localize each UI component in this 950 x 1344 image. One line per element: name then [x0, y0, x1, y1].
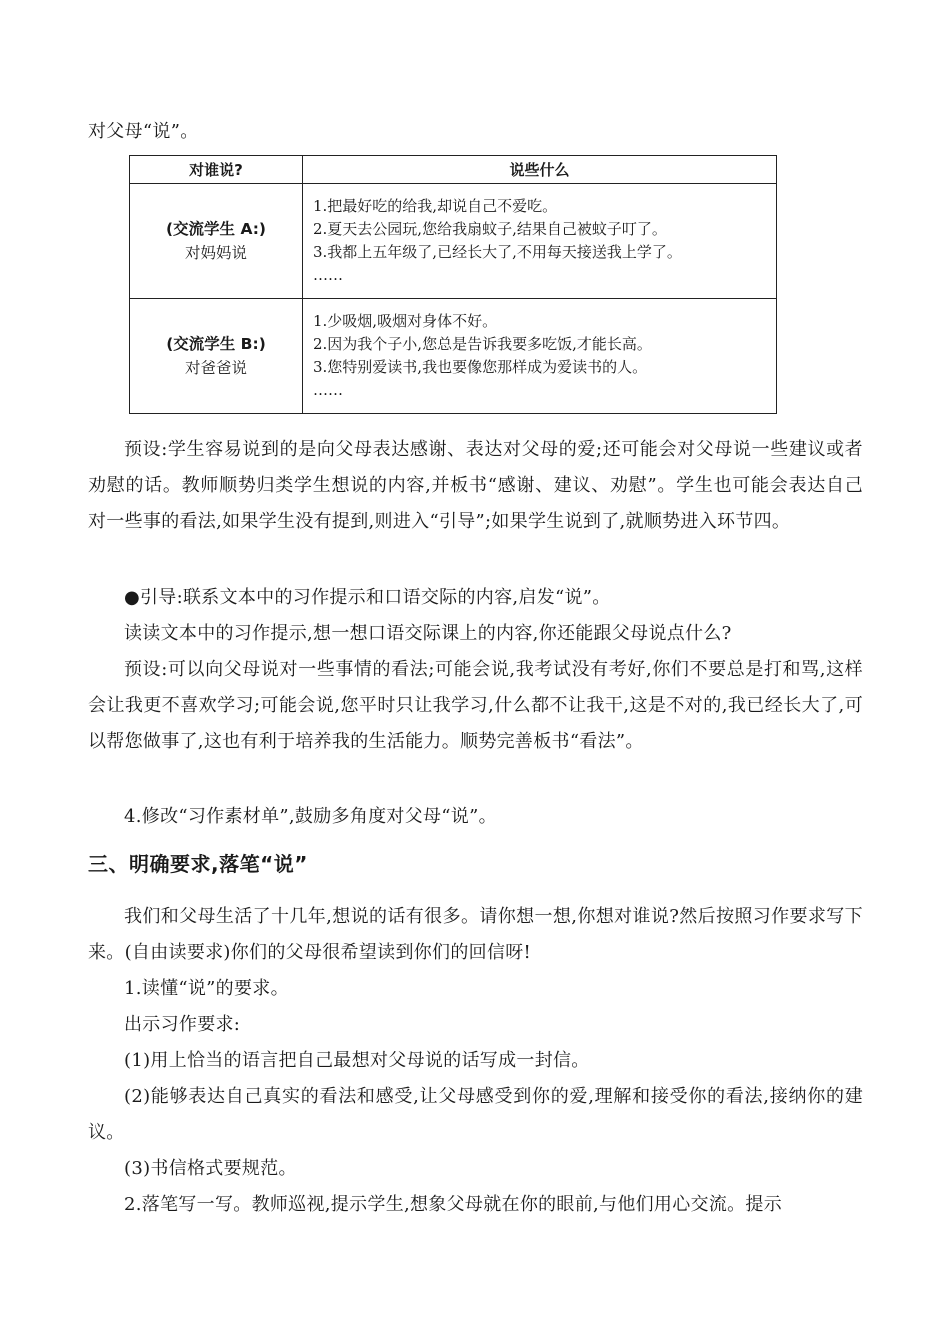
intro-line: 对父母“说”。 [88, 121, 199, 142]
requirements-label: 出示习作要求: [124, 1014, 241, 1035]
table-header-row [130, 156, 777, 184]
step-2-paragraph: 2.落笔写一写。教师巡视,提示学生,想象父母就在你的眼前,与他们用心交流。提示 [124, 1194, 783, 1215]
list-item: 3.您特别爱读书,我也要像您那样成为爱读书的人。 [313, 358, 648, 376]
step-1-paragraph: 1.读懂“说”的要求。 [124, 978, 289, 999]
table-row [130, 299, 777, 414]
preset-paragraph-1: 预设:学生容易说到的是向父母表达感谢、表达对父母的爱;还可能会对父母说一些建议或者劝慰的话。教师顺势归类学生想说的内容,并板书“感谢、建议、劝慰”。学生也可能会表达自己对一些事的看法,如果学生没有提到,则进入“引导”;如果学生说到了,就顺势进入环节四。 [88, 439, 863, 532]
section-heading: 三、明确要求,落笔“说” [88, 852, 308, 876]
student-label: (交流学生 B:) [166, 335, 266, 353]
list-item: 2.夏天去公园玩,您给我扇蚊子,结果自己被蚊子叮了。 [313, 220, 667, 238]
table-row [130, 184, 777, 299]
who-cell [130, 299, 303, 414]
student-label: (交流学生 A:) [165, 220, 267, 238]
header-what-to-say: 说些什么 [303, 156, 777, 184]
step-4-paragraph: 4.修改“习作素材单”,鼓励多角度对父母“说”。 [124, 806, 497, 827]
content-cell [303, 299, 777, 414]
list-item: 1.把最好吃的给我,却说自己不爱吃。 [313, 197, 558, 215]
preset-paragraph-2: 预设:可以向父母说对一些事情的看法;可能会说,我考试没有考好,你们不要总是打和骂,这样会让我更不喜欢学习;可能会说,您平时只让我学习,什么都不让我干,这是不对的,我已经长大了,可以帮您做事了,这也有利于培养我的生活能力。顺势完善板书“看法”。 [88, 659, 863, 752]
guide-paragraph: ●引导:联系文本中的习作提示和口语交际的内容,启发“说”。 [124, 587, 611, 608]
requirement-2: (2)能够表达自己真实的看法和感受,让父母感受到你的爱,理解和接受你的看法,接纳你的建议。 [88, 1086, 863, 1143]
section-intro-paragraph: 我们和父母生活了十几年,想说的话有很多。请你想一想,你想对谁说?然后按照习作要求写下来。(自由读要求)你们的父母很希望读到你们的回信呀! [88, 906, 863, 963]
content-cell [303, 184, 777, 299]
target-label: 对妈妈说 [184, 244, 247, 262]
who-cell [130, 184, 303, 299]
talk-table [129, 155, 777, 414]
requirement-1: (1)用上恰当的语言把自己最想对父母说的话写成一封信。 [124, 1050, 590, 1071]
requirement-3: (3)书信格式要规范。 [124, 1158, 297, 1179]
list-item: …… [313, 381, 343, 399]
list-item: …… [313, 266, 343, 284]
list-item: 3.我都上五年级了,已经长大了,不用每天接送我上学了。 [313, 243, 682, 261]
target-label: 对爸爸说 [184, 359, 247, 377]
list-item: 1.少吸烟,吸烟对身体不好。 [313, 312, 498, 330]
header-to-whom: 对谁说? [130, 156, 303, 184]
list-item: 2.因为我个子小,您总是告诉我要多吃饭,才能长高。 [313, 335, 652, 353]
reading-prompt-paragraph: 读读文本中的习作提示,想一想口语交际课上的内容,你还能跟父母说点什么? [124, 623, 732, 644]
